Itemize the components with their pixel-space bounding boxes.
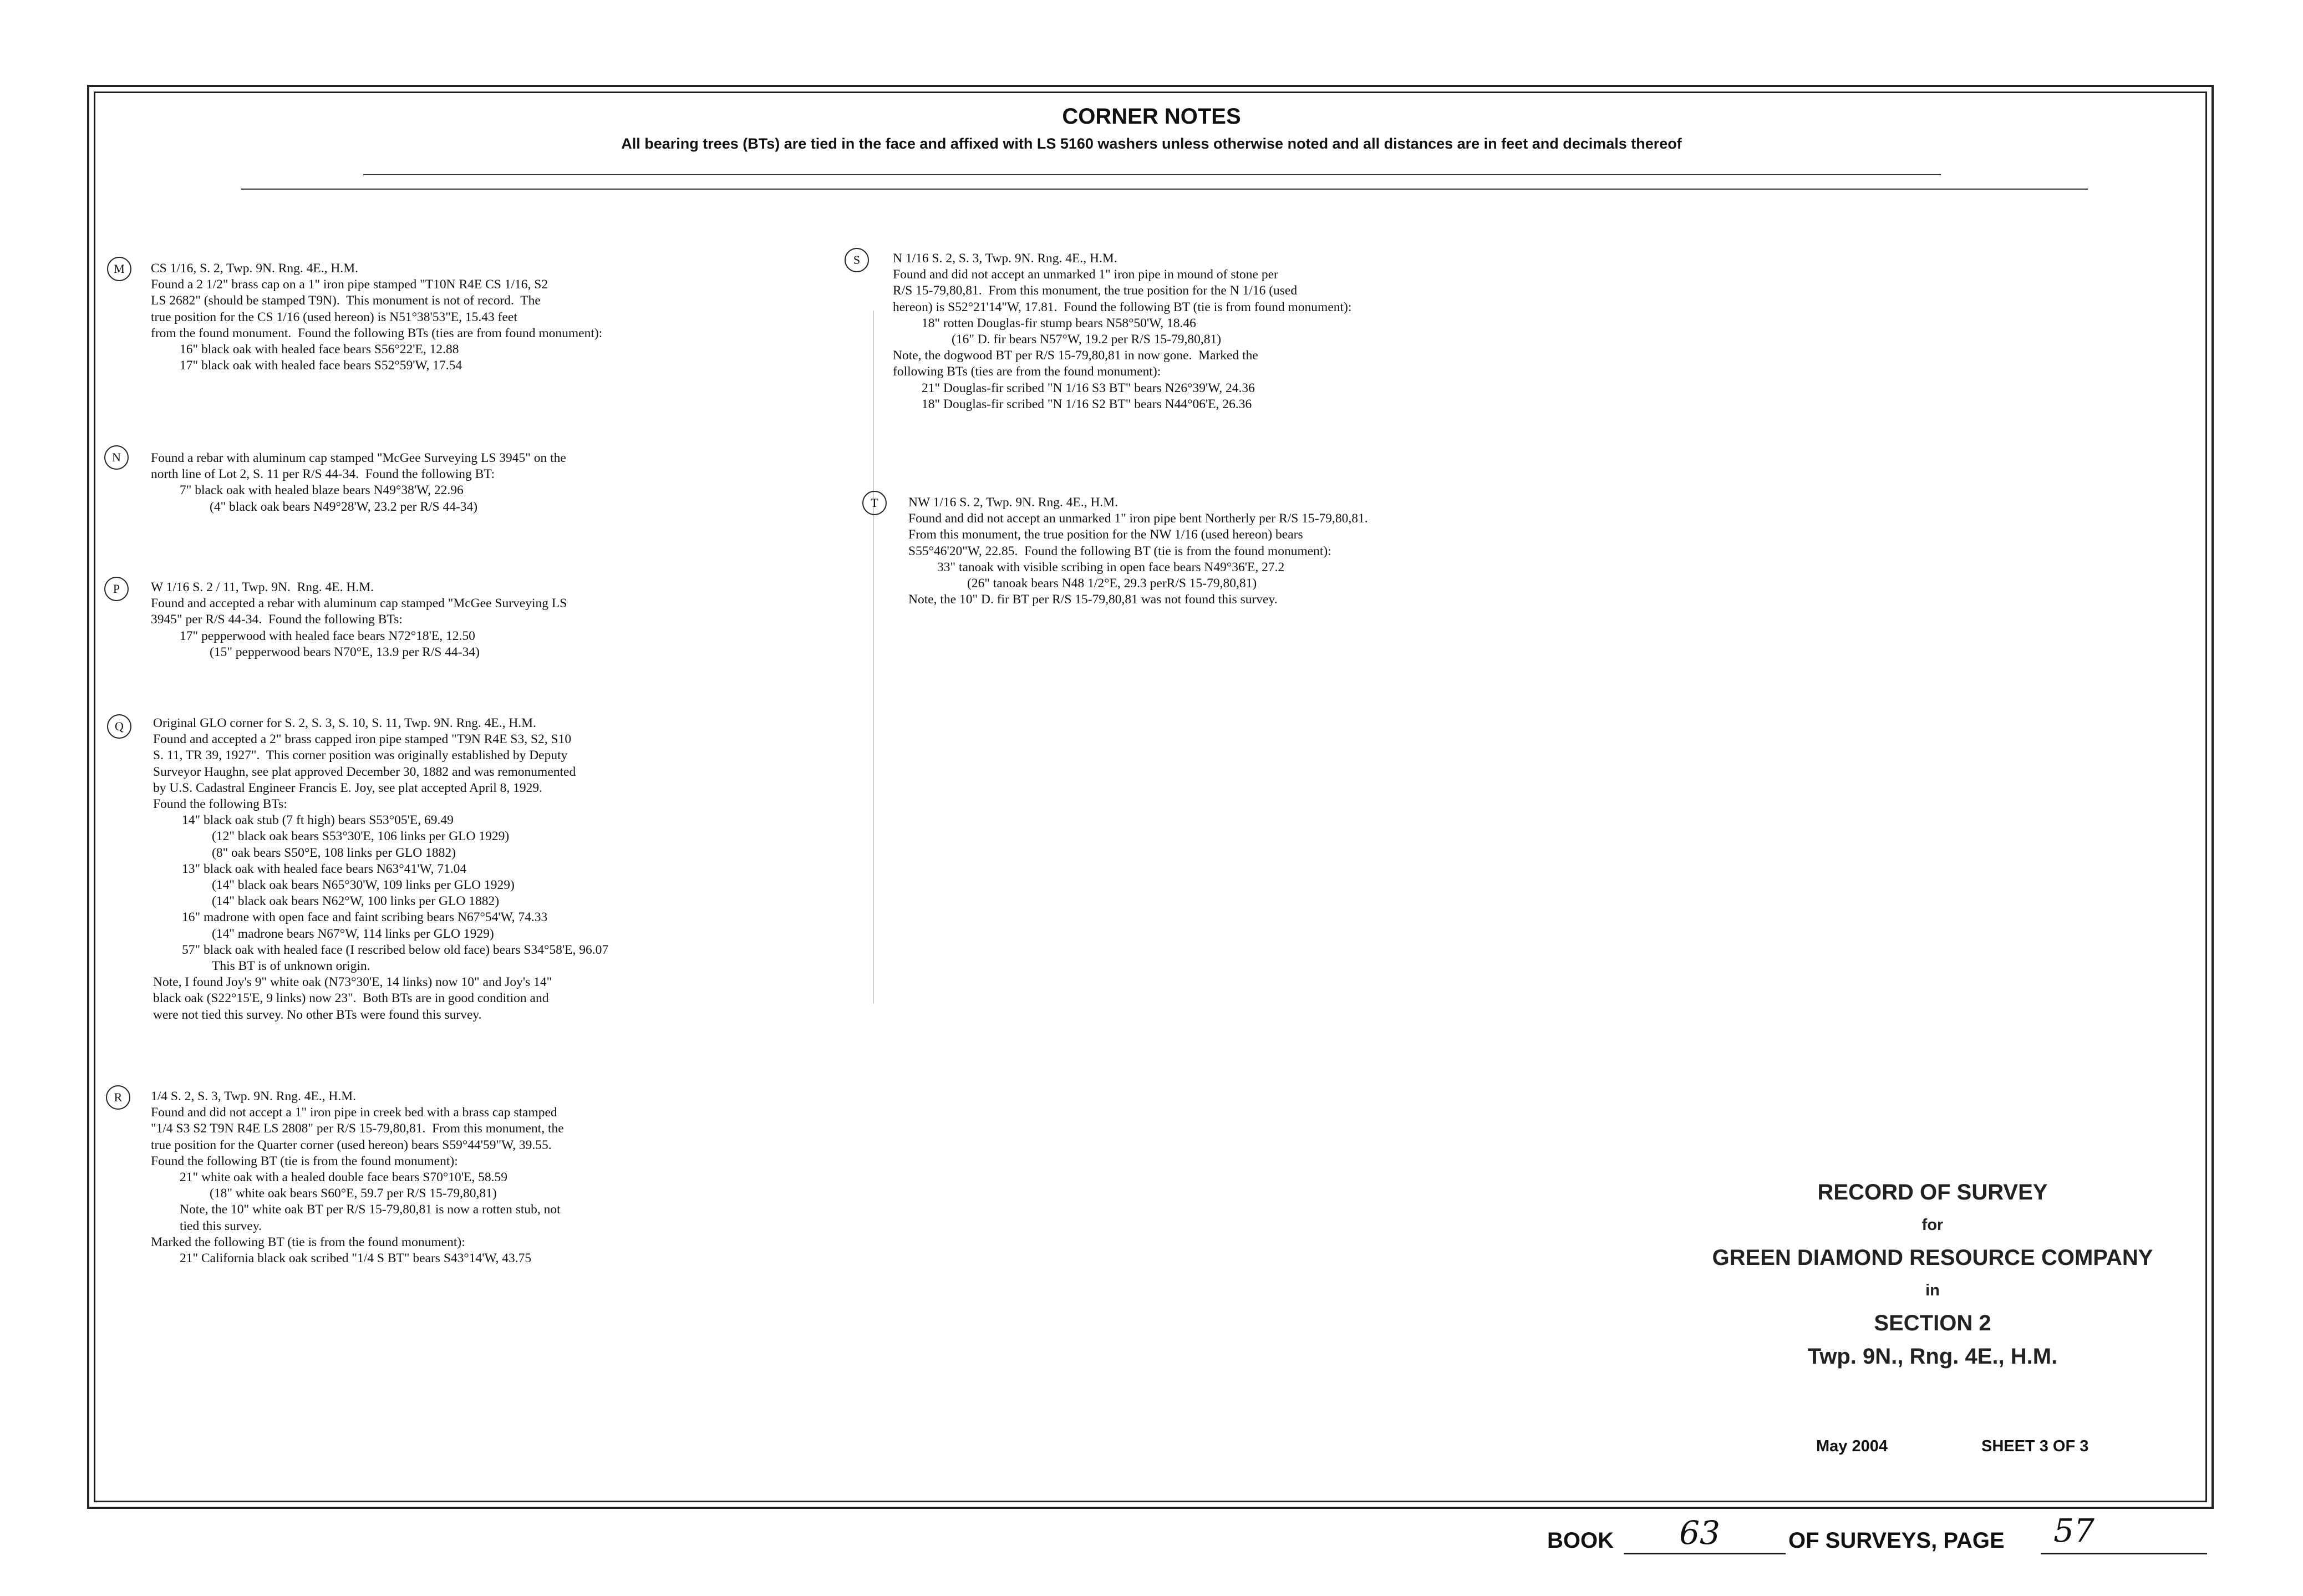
- note-line: 57" black oak with healed face (I rescribed below old face) bears S34°58'E, 96.07: [182, 942, 609, 957]
- title-block: [1675, 1176, 2190, 1373]
- note-line: (14" madrone bears N67°W, 114 links per GLO 1929): [212, 926, 494, 941]
- note-line: 21" Douglas-fir scribed "N 1/16 S3 BT" bears N26°39'W, 24.36: [922, 380, 1255, 395]
- note-line: following BTs (ties are from the found monument):: [893, 364, 1161, 379]
- header-rule-upper: [363, 174, 1941, 175]
- note-line: "1/4 S3 S2 T9N R4E LS 2808" per R/S 15-79,80,81. From this monument, the: [151, 1121, 564, 1136]
- note-line: Found and did not accept a 1" iron pipe in creek bed with a brass cap stamped: [151, 1105, 557, 1120]
- note-line: from the found monument. Found the following BTs (ties are from found monument):: [151, 326, 603, 340]
- corner-note-s: [893, 251, 1351, 413]
- note-marker-q: Q: [107, 714, 131, 739]
- title-block-for: for: [1921, 1216, 1944, 1234]
- book-number-line: [1624, 1553, 1786, 1554]
- note-line: Found and did not accept an unmarked 1" iron pipe in mound of stone per: [893, 267, 1278, 282]
- corner-note-q: [153, 715, 608, 1023]
- note-marker-s: S: [845, 248, 869, 272]
- corner-note-t: [908, 495, 1368, 608]
- note-line: Found a 2 1/2" brass cap on a 1" iron pipe stamped "T10N R4E CS 1/16, S2: [151, 277, 548, 292]
- note-line: W 1/16 S. 2 / 11, Twp. 9N. Rng. 4E. H.M.: [151, 580, 374, 594]
- note-line: Found and did not accept an unmarked 1" iron pipe bent Northerly per R/S 15-79,80,81.: [908, 511, 1368, 526]
- note-line: 1/4 S. 2, S. 3, Twp. 9N. Rng. 4E., H.M.: [151, 1089, 357, 1104]
- title-block-township: Twp. 9N., Rng. 4E., H.M.: [1807, 1344, 2058, 1369]
- note-line: 21" white oak with a healed double face bears S70°10'E, 58.59: [180, 1170, 507, 1185]
- note-line: (15" pepperwood bears N70°E, 13.9 per R/S 44-34): [210, 644, 480, 659]
- note-line: (14" black oak bears N65°30'W, 109 links per GLO 1929): [212, 878, 515, 893]
- page-title: CORNER NOTES: [1062, 104, 1241, 129]
- note-line: 7" black oak with healed blaze bears N49°38'W, 22.96: [180, 483, 464, 498]
- note-line: 18" Douglas-fir scribed "N 1/16 S2 BT" bears N44°06'E, 26.36: [922, 397, 1252, 411]
- note-line: Note, the 10" D. fir BT per R/S 15-79,80,81 was not found this survey.: [908, 592, 1278, 607]
- note-line: S55°46'20"W, 22.85. Found the following BT (tie is from the found monument):: [908, 543, 1331, 558]
- note-line: 3945" per R/S 44-34. Found the following BTs:: [151, 612, 403, 627]
- survey-date: May 2004: [1816, 1437, 1888, 1455]
- note-line: were not tied this survey. No other BTs were found this survey.: [153, 1007, 482, 1022]
- corner-note-p: [151, 580, 567, 660]
- title-block-section: SECTION 2: [1874, 1311, 1991, 1335]
- note-line: 17" black oak with healed face bears S52°59'W, 17.54: [180, 358, 462, 373]
- note-line: (4" black oak bears N49°28'W, 23.2 per R/S 44-34): [210, 499, 478, 514]
- note-line: Original GLO corner for S. 2, S. 3, S. 10, S. 11, Twp. 9N. Rng. 4E., H.M.: [153, 716, 536, 730]
- page-number: 57: [2053, 1512, 2094, 1549]
- note-marker-n: N: [104, 445, 129, 470]
- note-line: Surveyor Haughn, see plat approved December 30, 1882 and was remonumented: [153, 764, 576, 779]
- title-block-company: GREEN DIAMOND RESOURCE COMPANY: [1712, 1246, 2153, 1270]
- corner-note-m: [151, 261, 602, 374]
- note-line: Marked the following BT (tie is from the found monument):: [151, 1234, 465, 1249]
- note-line: N 1/16 S. 2, S. 3, Twp. 9N. Rng. 4E., H.M.: [893, 251, 1117, 266]
- column-divider: [873, 311, 874, 1004]
- title-block-in: in: [1925, 1282, 1940, 1299]
- note-line: Note, the 10" white oak BT per R/S 15-79,80,81 is now a rotten stub, not: [180, 1202, 561, 1217]
- note-line: LS 2682" (should be stamped T9N). This monument is not of record. The: [151, 293, 541, 308]
- note-marker-m: M: [107, 257, 131, 281]
- corner-note-n: [151, 450, 566, 515]
- note-line: 14" black oak stub (7 ft high) bears S53°05'E, 69.49: [182, 813, 454, 828]
- book-number: 63: [1679, 1514, 1720, 1552]
- note-line: Note, I found Joy's 9" white oak (N73°30'E, 14 links) now 10" and Joy's 14": [153, 975, 552, 990]
- note-line: Note, the dogwood BT per R/S 15-79,80,81 in now gone. Marked the: [893, 348, 1258, 363]
- note-line: From this monument, the true position for the NW 1/16 (used hereon) bears: [908, 527, 1303, 542]
- note-line: (26" tanoak bears N48 1/2°E, 29.3 perR/S 15-79,80,81): [967, 576, 1257, 591]
- note-line: NW 1/16 S. 2, Twp. 9N. Rng. 4E., H.M.: [908, 495, 1119, 510]
- note-line: Found and accepted a 2" brass capped iron pipe stamped "T9N R4E S3, S2, S10: [153, 732, 572, 747]
- note-line: 16" madrone with open face and faint scribing bears N67°54'W, 74.33: [182, 910, 548, 925]
- note-line: (8" oak bears S50°E, 108 links per GLO 1882): [212, 845, 456, 860]
- note-line: Found the following BTs:: [153, 797, 287, 812]
- note-line: S. 11, TR 39, 1927". This corner position was originally established by Deputy: [153, 748, 568, 763]
- note-line: north line of Lot 2, S. 11 per R/S 44-34. Found the following BT:: [151, 467, 495, 482]
- note-line: 13" black oak with healed face bears N63°41'W, 71.04: [182, 861, 467, 876]
- note-line: 33" tanoak with visible scribing in open face bears N49°36'E, 27.2: [937, 560, 1285, 575]
- note-line: tied this survey.: [180, 1218, 262, 1233]
- note-line: true position for the CS 1/16 (used hereon) is N51°38'53"E, 15.43 feet: [151, 309, 517, 324]
- note-line: hereon) is S52°21'14"W, 17.81. Found the following BT (tie is from found monument):: [893, 299, 1352, 314]
- note-line: 16" black oak with healed face bears S56°22'E, 12.88: [180, 342, 459, 357]
- note-line: Found and accepted a rebar with aluminum cap stamped "McGee Surveying LS: [151, 596, 567, 611]
- note-marker-p: P: [104, 577, 129, 601]
- note-line: (12" black oak bears S53°30'E, 106 links per GLO 1929): [212, 829, 510, 844]
- book-label: BOOK: [1547, 1528, 1614, 1553]
- note-marker-t: T: [862, 491, 887, 515]
- corner-note-r: [151, 1089, 564, 1267]
- note-line: 17" pepperwood with healed face bears N72°18'E, 12.50: [180, 628, 475, 643]
- note-line: by U.S. Cadastral Engineer Francis E. Joy, see plat accepted April 8, 1929.: [153, 780, 542, 795]
- header-rule-lower: [241, 189, 2088, 190]
- note-line: Found a rebar with aluminum cap stamped "McGee Surveying LS 3945" on the: [151, 451, 566, 465]
- note-line: 18" rotten Douglas-fir stump bears N58°50'W, 18.46: [922, 316, 1196, 331]
- page-number-line: [2041, 1553, 2207, 1554]
- page-label: OF SURVEYS, PAGE: [1788, 1528, 2005, 1553]
- note-line: CS 1/16, S. 2, Twp. 9N. Rng. 4E., H.M.: [151, 261, 358, 276]
- note-line: true position for the Quarter corner (used hereon) bears S59°44'59"W, 39.55.: [151, 1137, 552, 1152]
- note-line: 21" California black oak scribed "1/4 S BT" bears S43°14'W, 43.75: [180, 1251, 532, 1266]
- note-line: (18" white oak bears S60°E, 59.7 per R/S 15-79,80,81): [210, 1186, 497, 1201]
- sheet-number: SHEET 3 OF 3: [1981, 1437, 2089, 1455]
- note-line: R/S 15-79,80,81. From this monument, the true position for the N 1/16 (used: [893, 283, 1298, 298]
- note-line: (16" D. fir bears N57°W, 19.2 per R/S 15-79,80,81): [952, 332, 1222, 347]
- note-line: This BT is of unknown origin.: [212, 959, 370, 974]
- note-marker-r: R: [106, 1085, 130, 1110]
- note-line: (14" black oak bears N62°W, 100 links per GLO 1882): [212, 894, 500, 909]
- note-line: black oak (S22°15'E, 9 links) now 23". Both BTs are in good condition and: [153, 991, 549, 1006]
- page-subtitle: All bearing trees (BTs) are tied in the face and affixed with LS 5160 washers unless otherwise noted and all distances are in feet and decimals thereof: [621, 135, 1682, 152]
- note-line: Found the following BT (tie is from the found monument):: [151, 1153, 458, 1168]
- title-block-record: RECORD OF SURVEY: [1817, 1180, 2048, 1204]
